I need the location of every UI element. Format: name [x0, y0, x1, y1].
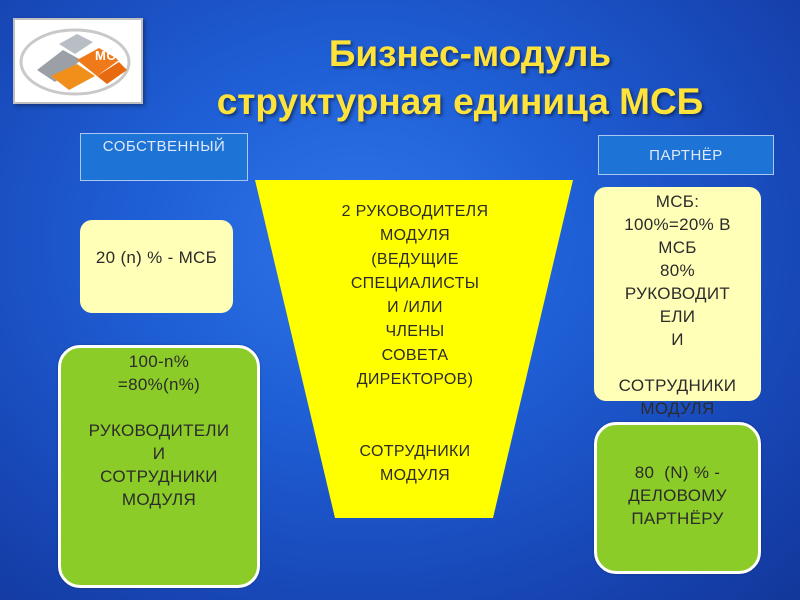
funnel-line-6: ЧЛЕНЫ — [385, 323, 445, 340]
page-title — [170, 30, 770, 126]
own-staff-percent-2: =80%(n%) — [117, 375, 201, 394]
partner-msb-line-7: И — [671, 330, 684, 349]
own-staff-role-2: И — [152, 444, 166, 463]
partner-share-box — [594, 422, 761, 574]
msb-logo — [13, 18, 143, 104]
partner-share-line-3: ПАРТНЁРУ — [631, 509, 724, 528]
logo-text: МСБ — [95, 48, 127, 63]
funnel-line-2: МОДУЛЯ — [380, 227, 450, 244]
funnel-line-8: ДИРЕКТОРОВ) — [356, 371, 474, 388]
own-staff-role-4: МОДУЛЯ — [121, 490, 197, 509]
funnel-line-1: 2 РУКОВОДИТЕЛЯ — [341, 203, 489, 220]
partner-msb-line-1: МСБ: — [655, 192, 700, 211]
partner-msb-box — [594, 187, 761, 418]
funnel-line-3: (ВЕДУЩИЕ — [371, 251, 459, 268]
funnel-line-7: СОВЕТА — [381, 347, 449, 364]
funnel-staff-line-1: СОТРУДНИКИ — [359, 443, 471, 460]
own-staff-box — [58, 345, 260, 588]
partner-msb-line-8: СОТРУДНИКИ — [618, 376, 737, 395]
partner-msb-line-9: МОДУЛЯ — [640, 399, 715, 418]
funnel-leaders-text — [320, 200, 510, 392]
partner-msb-line-3: МСБ — [658, 238, 697, 257]
own-staff-percent-1: 100-n% — [128, 352, 190, 371]
title-line-1: Бизнес-модуль — [328, 33, 612, 74]
funnel-line-5: И /ИЛИ — [387, 299, 443, 316]
own-staff-role-3: СОТРУДНИКИ — [100, 467, 218, 486]
title-line-2: структурная единица МСБ — [216, 81, 704, 122]
partner-msb-line-2: 100%=20% В — [624, 215, 731, 234]
partner-msb-line-5: РУКОВОДИТ — [624, 284, 731, 303]
partner-share-line-2: ДЕЛОВОМУ — [628, 486, 727, 505]
funnel-staff-line-2: МОДУЛЯ — [380, 467, 450, 484]
funnel-line-4: СПЕЦИАЛИСТЫ — [350, 275, 480, 292]
own-label-tag: СОБСТВЕННЫЙ — [80, 133, 248, 181]
partner-share-line-1: 80 (N) % - — [634, 463, 721, 482]
funnel-staff-text — [320, 440, 510, 488]
own-staff-role-1: РУКОВОДИТЕЛИ — [88, 421, 230, 440]
partner-msb-line-6: ЕЛИ — [659, 307, 696, 326]
own-share-box: 20 (n) % - МСБ — [80, 220, 233, 313]
partner-label-tag: ПАРТНЁР — [598, 135, 774, 175]
partner-msb-line-4: 80% — [660, 261, 695, 280]
